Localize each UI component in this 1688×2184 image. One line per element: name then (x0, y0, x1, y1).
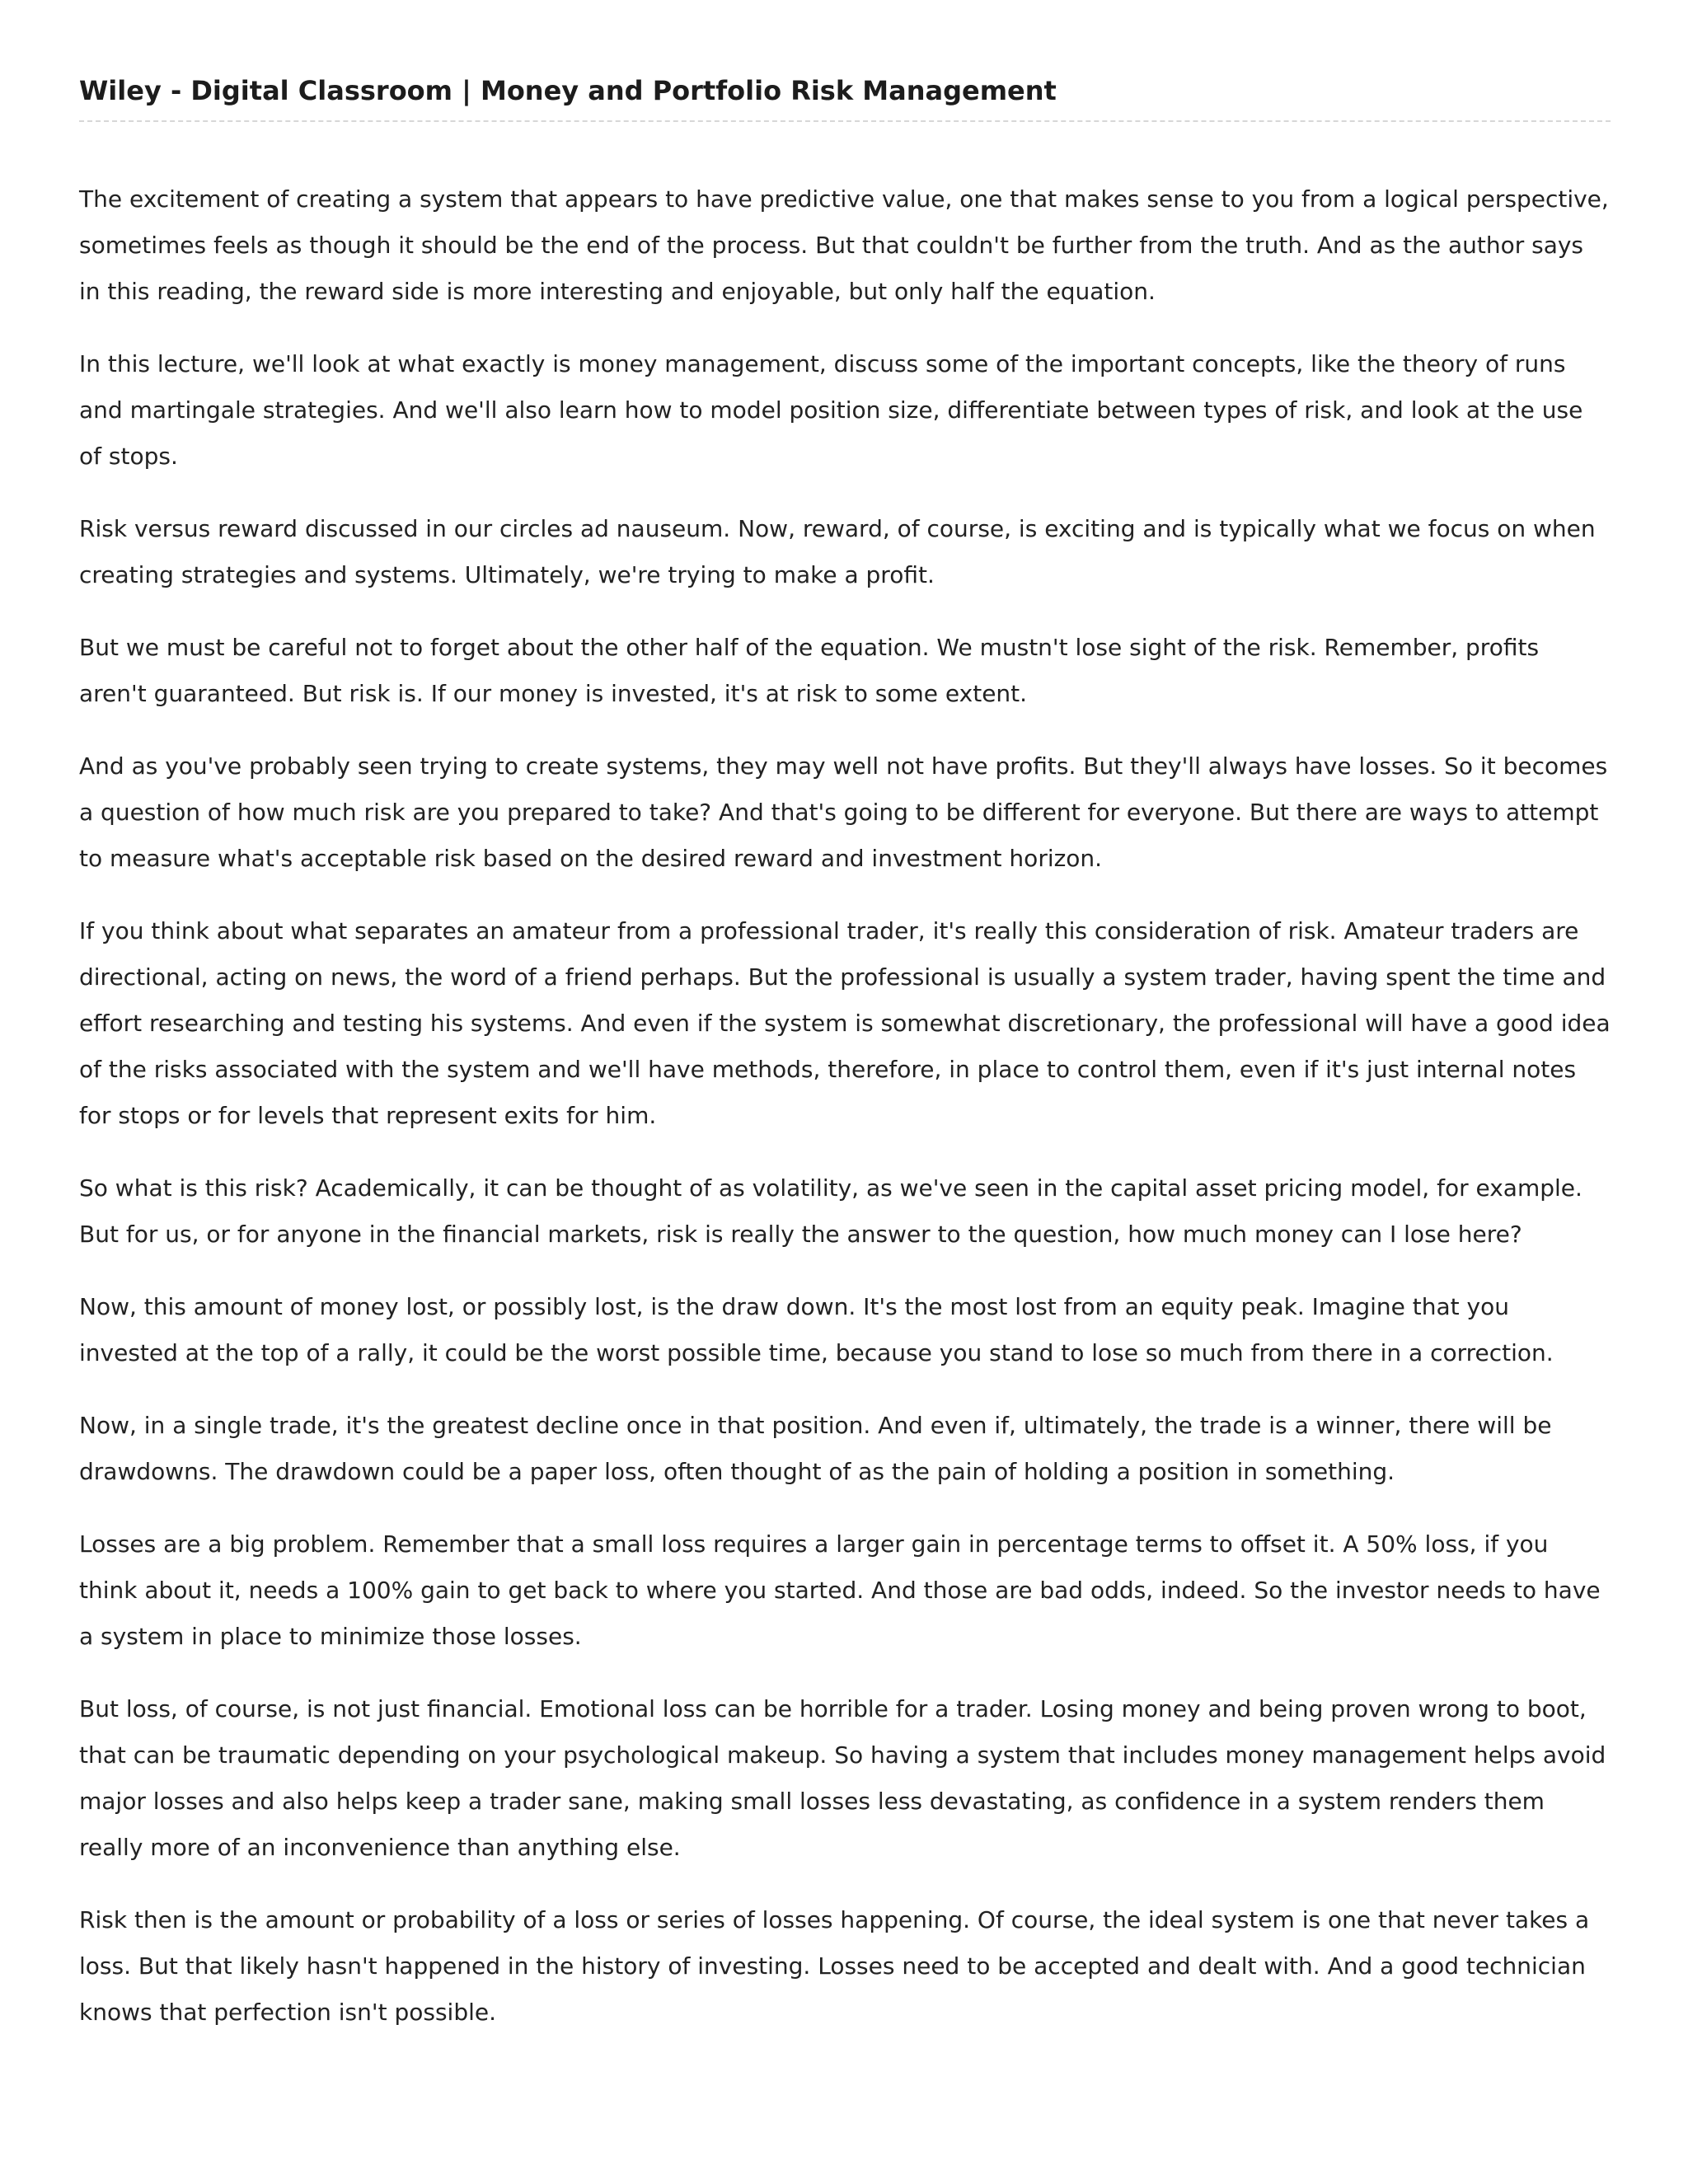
paragraph-5: And as you've probably seen trying to create systems, they may well not have profits. But they'll always have losses. So it becomes a question of how much risk are you prepared to take? And that's going to be different for everyone. But there are ways to attempt to measure what's acceptable risk based on the desired reward and investment horizon. (79, 752, 1608, 872)
paragraph-3: Risk versus reward discussed in our circles ad nauseum. Now, reward, of course, is exciting and is typically what we focus on when creating strategies and systems. Ultimately, we're trying to make a profit. (79, 515, 1596, 588)
paragraph-2: In this lecture, we'll look at what exactly is money management, discuss some of the important concepts, like the theory of runs and martingale strategies. And we'll also learn how to model position size, differentiate between types of risk, and look at the use of stops. (79, 350, 1583, 470)
paragraph-10: Losses are a big problem. Remember that a small loss requires a larger gain in percentage terms to offset it. A 50% loss, if you think about it, needs a 100% gain to get back to where you started. And those are bad odds, indeed. So the investor needs to have a system in place to minimize those losses. (79, 1530, 1601, 1650)
paragraph-8: Now, this amount of money lost, or possibly lost, is the draw down. It's the most lost from an equity peak. Imagine that you invested at the top of a rally, it could be the worst possible time, because you stand to lose so much from there in a correction. (79, 1293, 1554, 1366)
paragraph-4: But we must be careful not to forget about the other half of the equation. We mustn't lose sight of the risk. Remember, profits aren't guaranteed. But risk is. If our money is invested, it's at risk to some extent. (79, 634, 1540, 707)
paragraph-1: The excitement of creating a system that appears to have predictive value, one that makes sense to you from a logical perspective, sometimes feels as though it should be the end of the process. But that couldn't be further from the truth. And as the author says in this reading, the reward side is more interesting and enjoyable, but only half the equation. (79, 185, 1609, 305)
document-body (79, 122, 1611, 2036)
paragraph-7: So what is this risk? Academically, it can be thought of as volatility, as we've seen in the capital asset pricing model, for example. But for us, or for anyone in the financial markets, risk is really the answer to the question, how much money can I lose here? (79, 1174, 1582, 1248)
paragraph-12: Risk then is the amount or probability of a loss or series of losses happening. Of course, the ideal system is one that never takes a loss. But that likely hasn't happened in the history of investing. Losses need to be accepted and dealt with. And a good technician knows that perfection isn't possible. (79, 1906, 1590, 2026)
paragraph-9: Now, in a single trade, it's the greatest decline once in that position. And even if, ultimately, the trade is a winner, there will be drawdowns. The drawdown could be a paper loss, often thought of as the pain of holding a position in something. (79, 1412, 1552, 1485)
page-title: Wiley - Digital Classroom | Money and Portfolio Risk Management (79, 75, 1057, 106)
paragraph-6: If you think about what separates an amateur from a professional trader, it's really this consideration of risk. Amateur traders are directional, acting on news, the word of a friend perhaps. But the professional is usually a system trader, having spent the time and effort researching and testing his systems. And even if the system is somewhat discretionary, the professional will have a good idea of the risks associated with the system and we'll have methods, therefore, in place to control them, even if it's just internal notes for stops or for levels that represent exits for him. (79, 917, 1611, 1129)
paragraph-11: But loss, of course, is not just financial. Emotional loss can be horrible for a trader. Losing money and being proven wrong to boot, that can be traumatic depending on your psychological makeup. So having a system that includes money management helps avoid major losses and also helps keep a trader sane, making small losses less devastating, as confidence in a system renders them really more of an inconvenience than anything else. (79, 1695, 1606, 1861)
document-header (79, 0, 1611, 122)
